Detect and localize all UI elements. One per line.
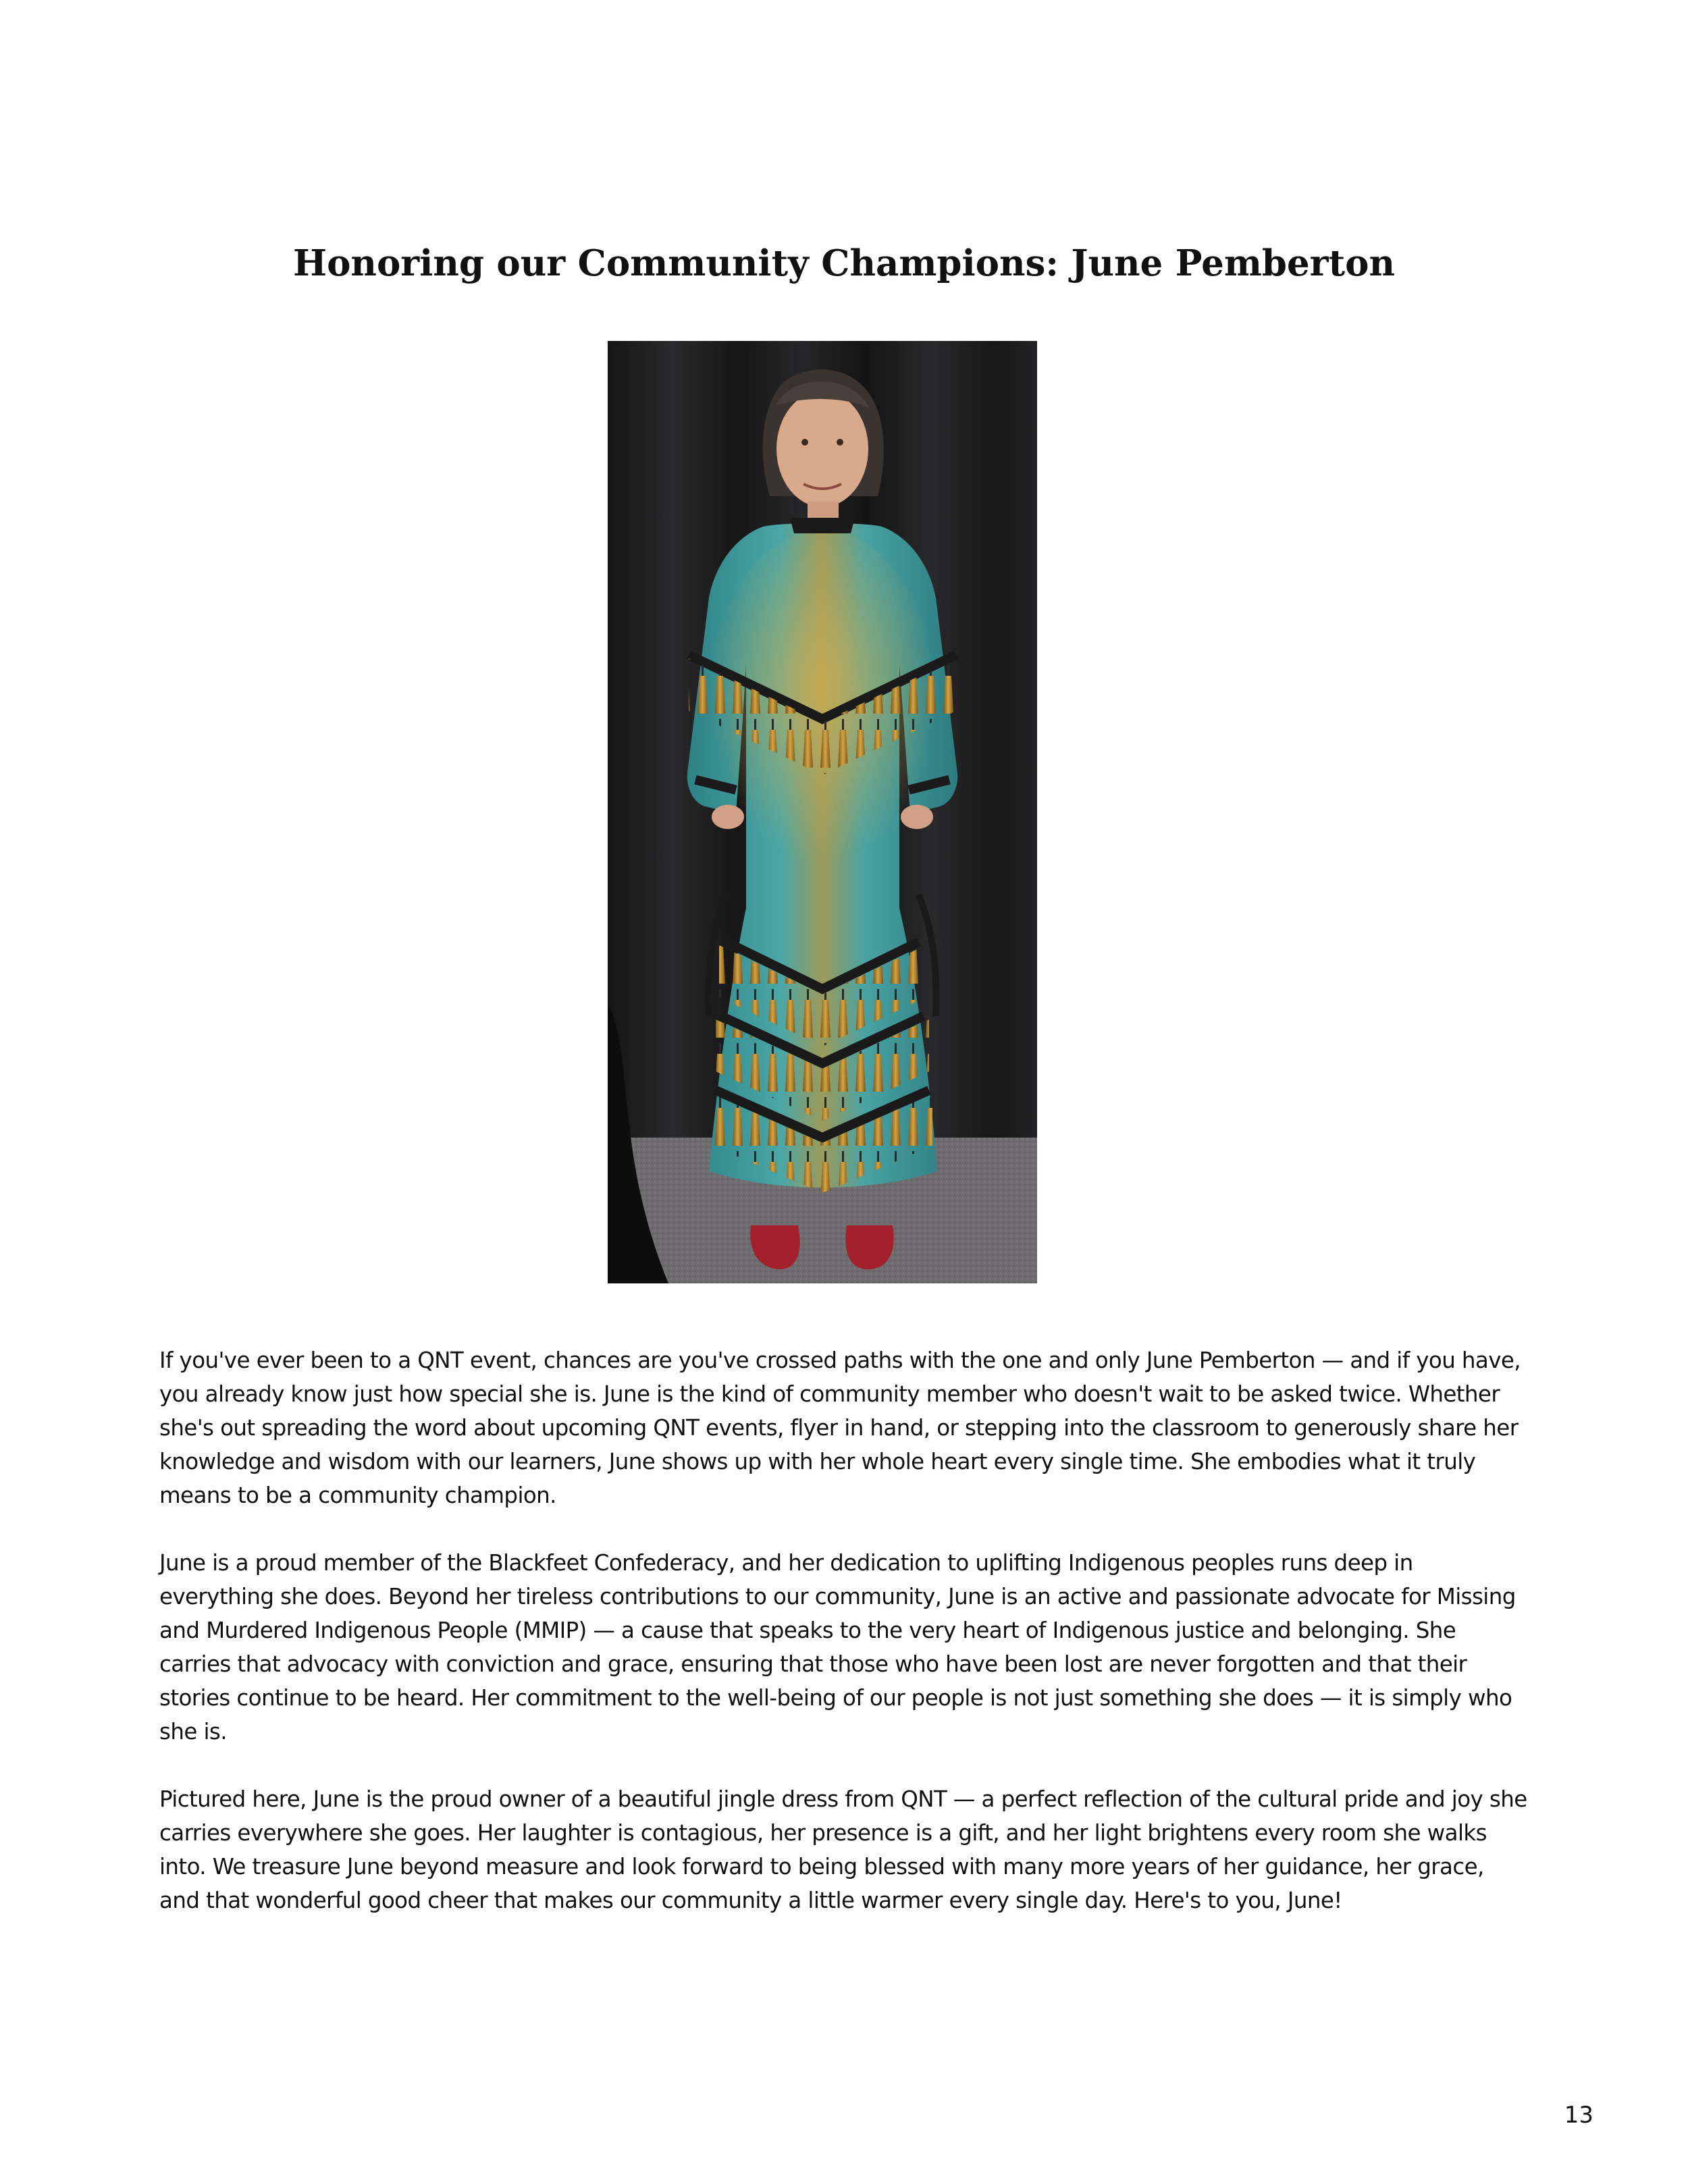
jingle-dress-illustration bbox=[608, 341, 1037, 1283]
page-title: Honoring our Community Champions: June Pemberton bbox=[293, 242, 1395, 284]
article-body bbox=[159, 1343, 1530, 1951]
portrait-photo bbox=[608, 341, 1037, 1283]
paragraph-jingle-dress: Pictured here, June is the proud owner of a beautiful jingle dress from QNT — a perfect reflection of the cultural pride and joy she carries everywhere she goes. Her laughter is contagious, her presence is a gift, and her light brightens every room she walks into. We treasure June beyond measure and look forward to being blessed with many more years of her guidance, her grace, and that wonderful good cheer that makes our community a little warmer every single day. Here's to you, June! bbox=[159, 1786, 1527, 1913]
paragraph-advocacy: June is a proud member of the Blackfeet Confederacy, and her dedication to uplifting Indigenous peoples runs deep in everything she does. Beyond her tireless contributions to our community, June is an active and passionate advocate for Missing and Murdered Indigenous People (MMIP) — a cause that speaks to the very heart of Indigenous justice and belonging. She carries that advocacy with conviction and grace, ensuring that those who have been lost are never forgotten and that their stories continue to be heard. Her commitment to the well-being of our people is not just something she does — it is simply who she is. bbox=[159, 1550, 1516, 1744]
page-number: 13 bbox=[1564, 2102, 1593, 2129]
paragraph-intro: If you've ever been to a QNT event, chances are you've crossed paths with the one and only June Pemberton — and if you have, you already know just how special she is. June is the kind of community member who doesn't wait to be asked twice. Whether she's out spreading the word about upcoming QNT events, flyer in hand, or stepping into the classroom to generously share her knowledge and wisdom with our learners, June shows up with her whole heart every single time. She embodies what it truly means to be a community champion. bbox=[159, 1348, 1521, 1508]
